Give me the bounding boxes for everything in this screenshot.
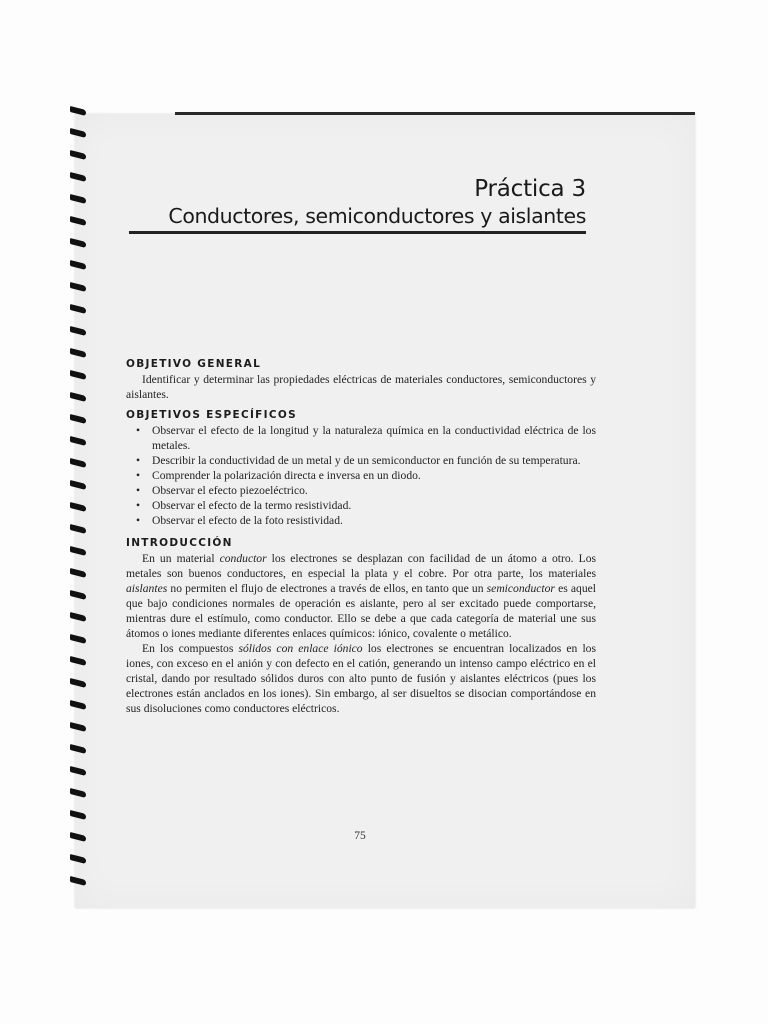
objetivo-general-text: Identificar y determinar las propiedades eléctricas de materiales conductores, semiconductores y aislantes. — [126, 373, 596, 401]
list-item: • Describir la conductividad de un metal y de un semiconductor en función de su temperatura. — [152, 453, 596, 468]
introduccion-paragraph-2 — [126, 641, 596, 716]
text-run: En un material — [142, 552, 220, 565]
text-run: En los compuestos — [142, 642, 239, 655]
page-number: 75 — [354, 830, 366, 842]
title-underline — [129, 231, 586, 234]
list-item: • Observar el efecto de la termo resistividad. — [152, 498, 596, 513]
term-solidos-ionicos: sólidos con enlace iónico — [238, 642, 363, 655]
text-run: no permiten el flujo de electrones a través de ellos, en tanto que un — [167, 582, 487, 595]
text-run: los electrones se desplazan con facilidad de un átomo a otro. Los metales son buenos conductores, en especial la plata y el cobre. Por otra parte, los materiales — [126, 552, 597, 580]
objetivos-especificos-heading: OBJETIVOS ESPECÍFICOS — [126, 409, 297, 421]
list-item: • Observar el efecto piezoeléctrico. — [152, 483, 596, 498]
list-item: • Comprender la polarización directa e inversa en un diodo. — [152, 468, 596, 483]
practice-title: Conductores, semiconductores y aislantes — [168, 204, 586, 228]
text-run: es aquel que bajo condiciones normales de operación es aislante, pero al ser excitado puede comportarse, mientras dure el estímulo, como conductor. Ello se debe a que cada categoría de material une sus átomos o iones mediante diferentes enlaces químicos: iónico, covalente o metálico. — [126, 582, 597, 640]
spiral-binding — [70, 108, 90, 898]
term-conductor: conductor — [219, 552, 267, 565]
term-semiconductor: semiconductor — [486, 582, 555, 595]
text-run: los electrones se encuentran localizados en los iones, con exceso en el anión y con defecto en el catión, generando un intenso campo eléctrico en el cristal, dando por resultado sólidos duros con alto punto de fusión y aislantes eléctricos (pues los electrones están anclados en los iones). Sin embargo, al ser disueltos se disocian comportándose en sus disoluciones como conductores eléctricos. — [126, 642, 596, 715]
list-item: • Observar el efecto de la longitud y la naturaleza química en la conductividad eléctrica de los metales. — [152, 423, 596, 453]
objetivos-list — [126, 423, 596, 528]
introduccion-paragraph-1 — [126, 551, 596, 641]
page-content — [126, 356, 596, 716]
term-aislantes: aislantes — [126, 582, 168, 595]
introduccion-heading: INTRODUCCIÓN — [126, 537, 233, 549]
objetivo-general-heading: OBJETIVO GENERAL — [126, 358, 262, 370]
page-top-edge — [175, 112, 695, 115]
chapter-title — [128, 176, 586, 230]
practice-number: Práctica 3 — [474, 176, 586, 202]
list-item: • Observar el efecto de la foto resistividad. — [152, 513, 596, 528]
